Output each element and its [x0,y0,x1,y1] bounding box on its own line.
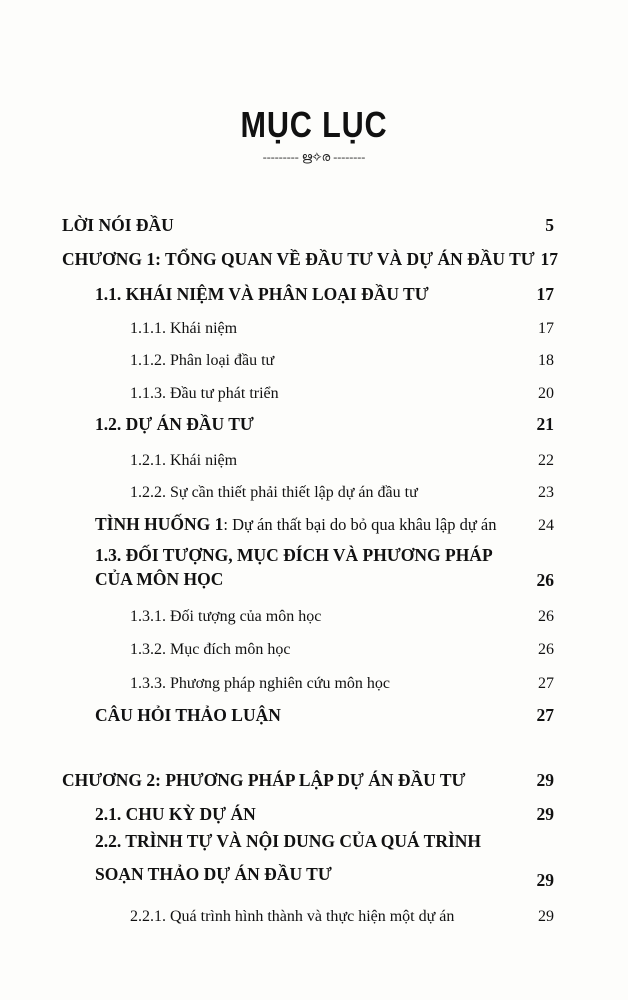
toc-entry-title: CHƯƠNG 2: PHƯƠNG PHÁP LẬP DỰ ÁN ĐẦU TƯ [62,770,466,790]
toc-entry[interactable] [0,314,628,338]
toc-entry-page: 18 [538,352,554,369]
toc-entry-title: 2.2.1. Quá trình hình thành và thực hiện một dự án [130,908,455,925]
toc-entry[interactable] [0,246,628,270]
toc-entry-title: 1.1.2. Phân loại đầu tư [130,352,275,369]
toc-entry[interactable] [0,669,628,693]
toc-entry-title: 1.2. DỰ ÁN ĐẦU TƯ [95,414,254,434]
toc-entry-page: 29 [536,804,554,824]
toc-entry-title: 2.1. CHU KỲ DỰ ÁN [95,804,256,824]
toc-entry-title: 1.2.1. Khái niệm [130,452,238,469]
toc-entry-page: 26 [538,608,554,625]
toc-entry-page: 29 [538,908,554,925]
toc-entry[interactable] [0,831,628,891]
toc-entry-title: 1.3. ĐỐI TƯỢNG, MỤC ĐÍCH VÀ PHƯƠNG PHÁP CỦA MÔN HỌC [95,545,492,589]
toc-entry-page: 21 [536,414,554,434]
toc-entry[interactable] [0,602,628,626]
toc-entry[interactable] [0,635,628,659]
toc-entry-page: 24 [538,517,554,534]
toc-entry-title: LỜI NÓI ĐẦU [62,215,174,235]
toc-entry[interactable] [0,767,628,791]
toc-entry[interactable] [0,446,628,470]
toc-entry-page: 27 [538,675,554,692]
toc-entry[interactable] [0,902,628,926]
toc-entry-page: 5 [545,215,554,235]
page-title: MỤC LỤC [240,104,388,145]
toc-entry-page: 22 [538,452,554,469]
toc-entry[interactable] [0,511,628,535]
toc-entry[interactable] [0,212,628,236]
toc-entry[interactable] [0,702,628,726]
toc-entry[interactable] [0,379,628,403]
toc-entry[interactable] [0,411,628,435]
toc-entry-title: 1.1. KHÁI NIỆM VÀ PHÂN LOẠI ĐẦU TƯ [95,284,429,304]
toc-entry-page: 17 [540,249,558,269]
toc-entry-title: 1.3.3. Phương pháp nghiên cứu môn học [130,675,390,692]
case-label: TÌNH HUỐNG 1 [95,514,224,534]
toc-entry-title: CHƯƠNG 1: TỔNG QUAN VỀ ĐẦU TƯ VÀ DỰ ÁN ĐẦU TƯ [62,249,535,269]
toc-entry[interactable] [0,801,628,825]
toc-entry-title: 1.2.2. Sự cần thiết phải thiết lập dự án đầu tư [130,484,418,501]
toc-entry-page: 20 [538,385,554,402]
toc-entry-page: 26 [536,570,554,590]
toc-entry-title: 1.1.1. Khái niệm [130,320,238,337]
toc-entry-title: 1.1.3. Đầu tư phát triển [130,385,279,402]
toc-entry-page: 23 [538,484,554,501]
ornament-divider: --------- ഋ✧ര -------- [262,150,366,164]
toc-entry-title: CÂU HỎI THẢO LUẬN [95,705,281,725]
toc-entry-page: 29 [536,770,554,790]
toc-entry-title: 2.2. TRÌNH TỰ VÀ NỘI DUNG CỦA QUÁ TRÌNH SOẠN THẢO DỰ ÁN ĐẦU TƯ [95,831,482,884]
toc-entry[interactable] [0,346,628,370]
case-text: : Dự án thất bại do bỏ qua khâu lập dự án [223,515,497,534]
toc-entry[interactable] [0,281,628,305]
toc-entry-page: 26 [538,641,554,658]
toc-entry-page: 17 [536,284,554,304]
toc-entry-title [95,514,496,535]
toc-entry[interactable] [0,543,628,591]
toc-entry-title: 1.3.2. Mục đích môn học [130,641,291,658]
toc-entry-page: 29 [536,870,554,890]
toc-entry[interactable] [0,478,628,502]
toc-entry-page: 17 [538,320,554,337]
toc-entry-page: 27 [536,705,554,725]
toc-entry-title: 1.3.1. Đối tượng của môn học [130,608,322,625]
